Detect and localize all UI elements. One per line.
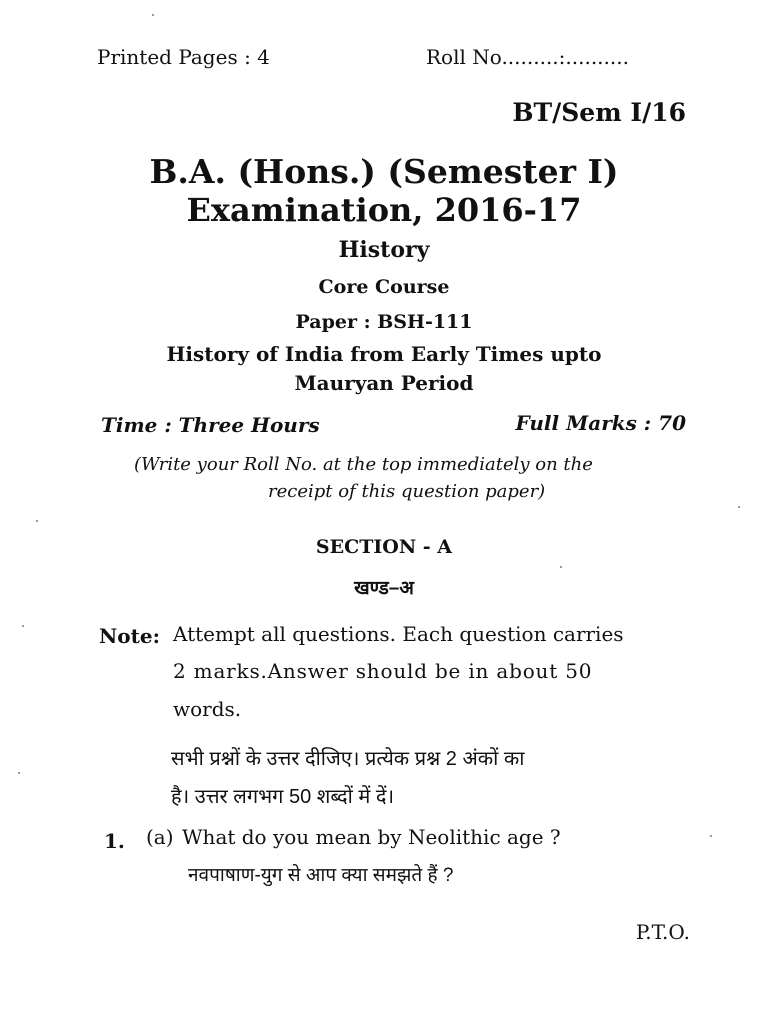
scan-speck [22,625,24,627]
scan-speck [152,14,154,16]
question-number: 1. [104,829,125,853]
paper-title-line2: Mauryan Period [294,371,474,395]
section-heading-hindi: खण्ड–अ [354,578,414,599]
scan-speck [18,772,20,774]
instruction-line1: (Write your Roll No. at the top immediately on the [134,454,593,475]
note-line3: words. [173,697,242,721]
note-hindi-line1: सभी प्रश्नों के उत्तर दीजिए। प्रत्येक प्रश्न 2 अंकों का [171,748,525,770]
printed-pages: Printed Pages : 4 [97,45,270,69]
scan-speck [710,835,712,837]
paper-code-line: Paper : BSH-111 [295,311,473,333]
note-label: Note: [99,624,160,648]
exam-title-line1: B.A. (Hons.) (Semester I) [149,152,619,191]
question-text-hindi: नवपाषाण-युग से आप क्या समझते हैं ? [188,865,454,886]
exam-title-line2: Examination, 2016-17 [186,191,582,229]
roll-number-field: Roll No.........:.......... [426,45,629,69]
page-turn-note: P.T.O. [635,920,690,944]
note-line2: 2 marks.Answer should be in about 50 [173,659,593,683]
note-line1: Attempt all questions. Each question carries [173,622,624,646]
exam-duration: Time : Three Hours [101,413,320,437]
note-hindi-line2: है। उत्तर लगभग 50 शब्दों में दें। [171,786,395,808]
paper-code: BT/Sem I/16 [512,98,686,127]
full-marks: Full Marks : 70 [515,411,686,435]
subject-name: History [338,237,430,263]
paper-title-line1: History of India from Early Times upto [166,342,602,366]
question-text: What do you mean by Neolithic age ? [182,825,561,849]
scan-speck [738,506,740,508]
instruction-line2: receipt of this question paper) [268,481,546,502]
scan-speck [36,520,38,522]
question-part: (a) [146,825,174,849]
scan-speck [560,566,562,568]
course-type: Core Course [318,276,450,298]
section-heading: SECTION - A [315,536,453,558]
